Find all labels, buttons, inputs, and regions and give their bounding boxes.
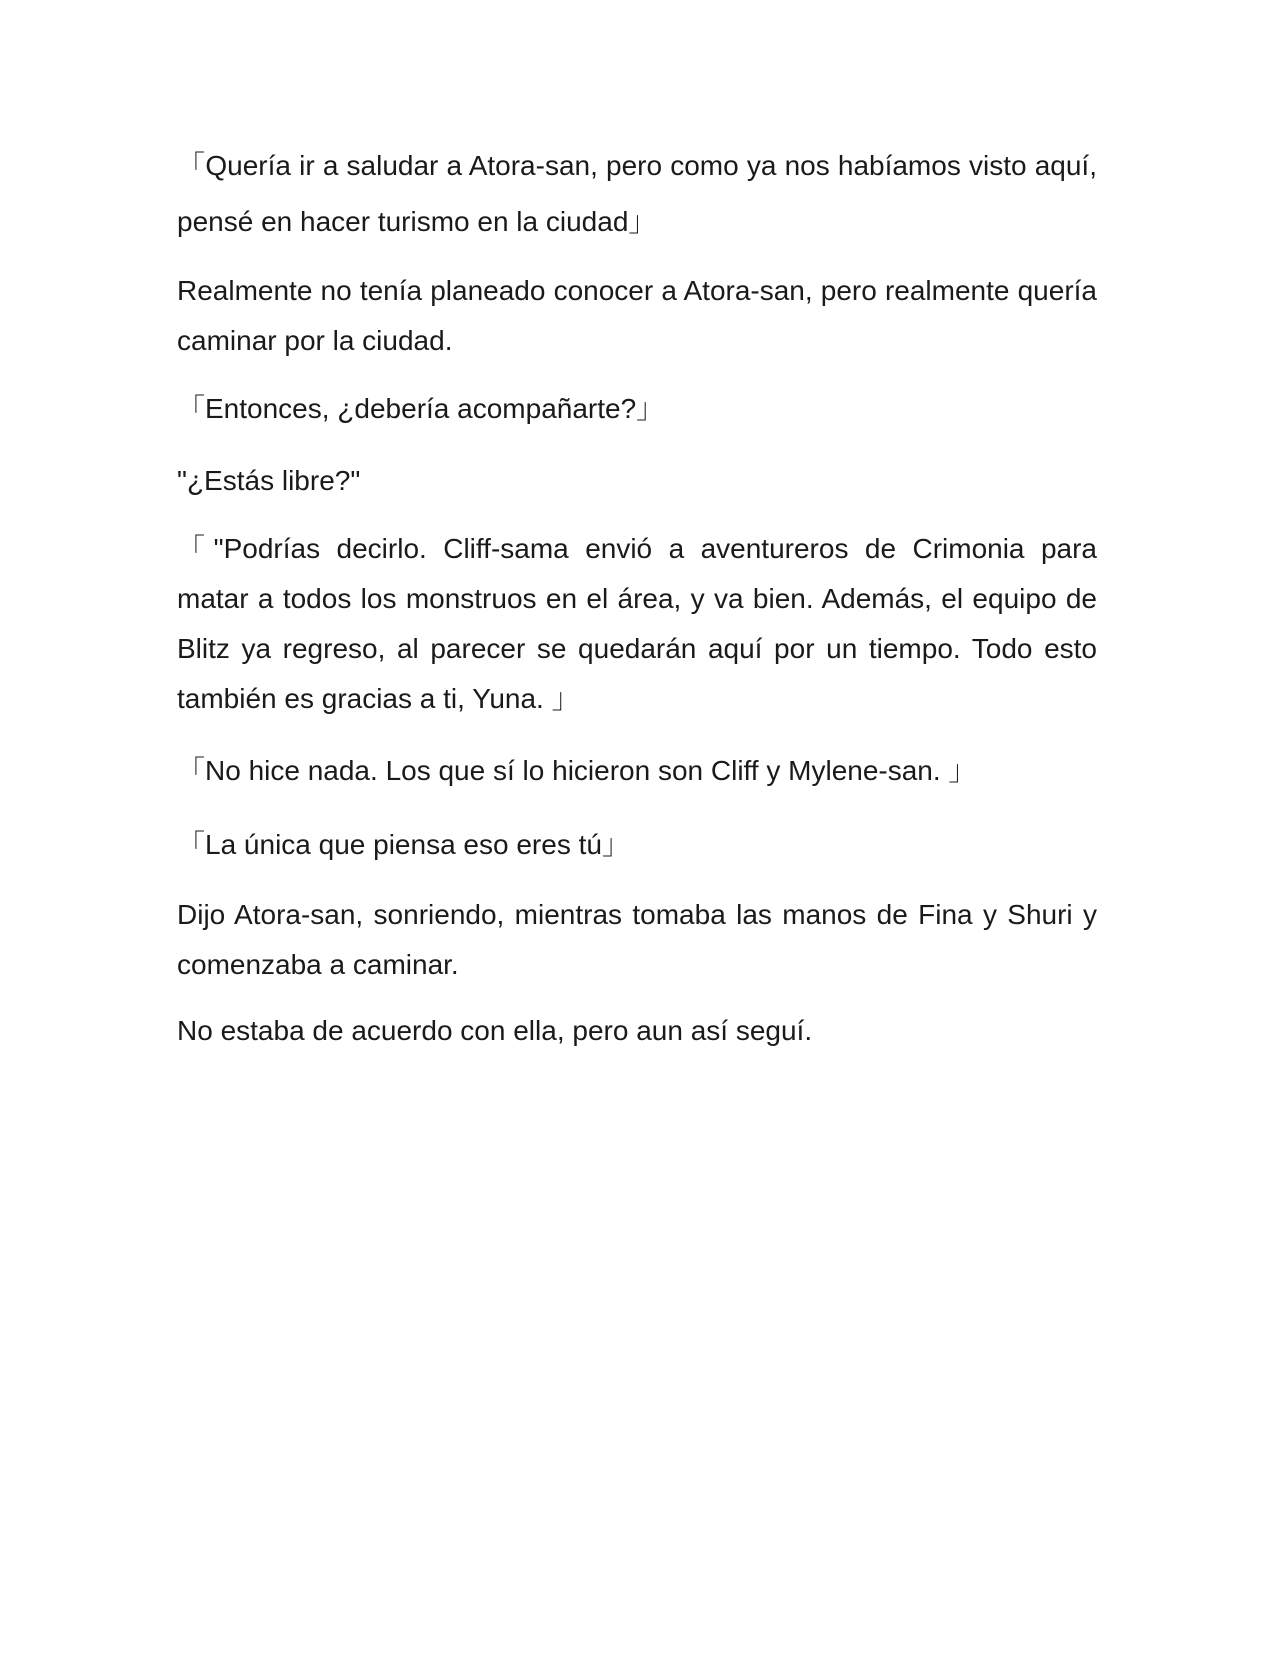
paragraph-1: 「Quería ir a saludar a Atora-san, pero como ya nos habíamos visto aquí, pensé en hacer turismo en la ciudad」: [177, 150, 1097, 237]
paragraph-4: "¿Estás libre?": [177, 465, 361, 496]
paragraph-9: No estaba de acuerdo con ella, pero aun así seguí.: [177, 1015, 813, 1046]
document-body: [177, 138, 1097, 1056]
paragraph-5: 「"Podrías decirlo. Cliff-sama envió a aventureros de Crimonia para matar a todos los monstruos en el área, y va bien. Además, el equipo de Blitz ya regreso, al parecer se quedarán aquí por un tiempo. Todo esto también es gracias a ti, Yuna. 」: [177, 533, 1097, 714]
paragraph-8: Dijo Atora-san, sonriendo, mientras tomaba las manos de Fina y Shuri y comenzaba a caminar.: [177, 899, 1097, 980]
paragraph-7: 「La única que piensa eso eres tú」: [177, 829, 630, 860]
paragraph-2: Realmente no tenía planeado conocer a Atora-san, pero realmente quería caminar por la ciudad.: [177, 275, 1097, 356]
paragraph-3: 「Entonces, ¿debería acompañarte?」: [177, 393, 665, 424]
paragraph-6: 「No hice nada. Los que sí lo hicieron son Cliff y Mylene-san. 」: [177, 755, 977, 786]
